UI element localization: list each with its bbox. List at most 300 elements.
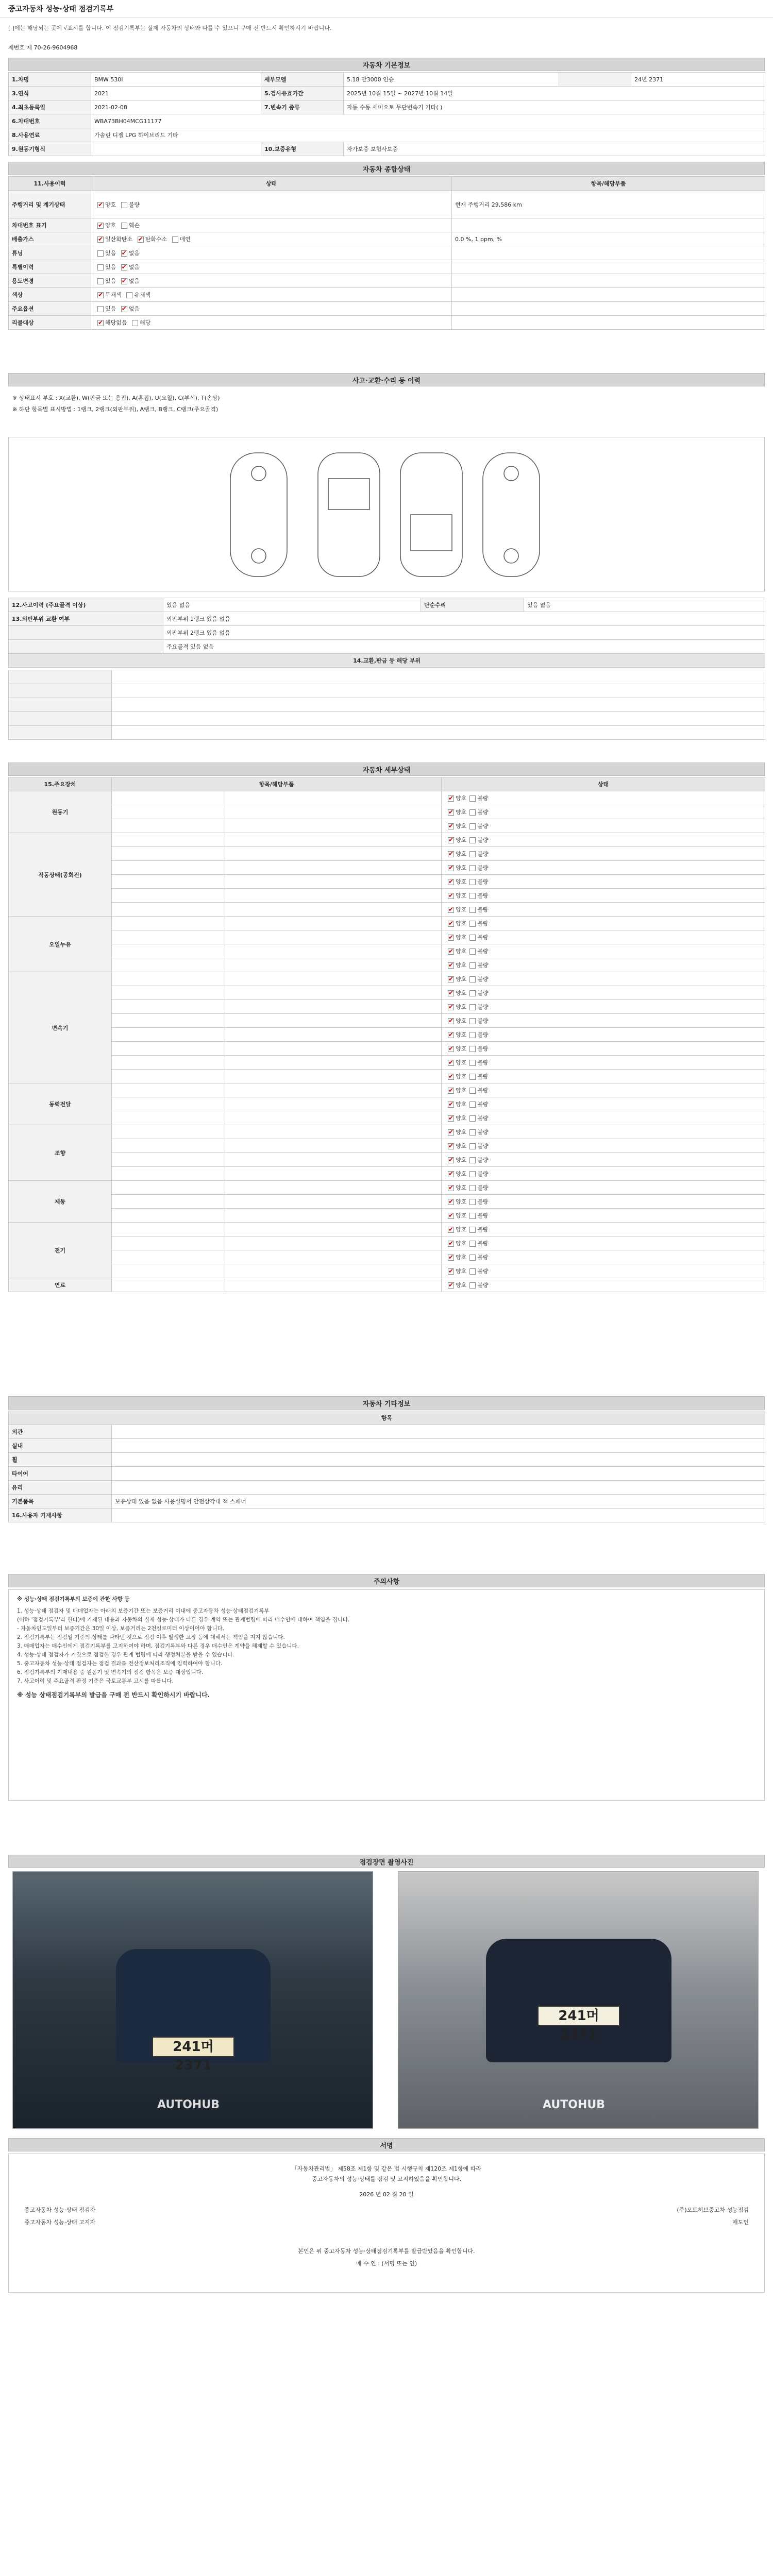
detail-state bbox=[442, 917, 765, 930]
accident-value: 외판부위 1랭크 있음 없음 bbox=[163, 612, 765, 626]
detail-sub-item bbox=[112, 833, 225, 847]
state-label: 불량 bbox=[477, 878, 489, 885]
state-label: 양호 bbox=[456, 865, 467, 871]
accident-value: 있음 없음 bbox=[163, 598, 421, 612]
state-label: 불량 bbox=[477, 948, 489, 955]
etc-row-value: 보유상태 있음 없음 사용설명서 안전삼각대 잭 스패너 bbox=[112, 1495, 765, 1509]
state-label: 불량 bbox=[477, 1129, 489, 1136]
state-label: 양호 bbox=[456, 1031, 467, 1038]
general-row-state: ✔ 해당없음 해당 bbox=[91, 316, 452, 330]
checkbox[interactable] bbox=[448, 1241, 454, 1247]
detail-head-state: 상태 bbox=[442, 777, 765, 791]
detail-item bbox=[225, 1042, 442, 1056]
checkbox[interactable] bbox=[469, 1268, 476, 1275]
general-row-label: 차대번호 표기 bbox=[9, 218, 91, 232]
state-label: 양호 bbox=[456, 1282, 467, 1289]
checkbox[interactable] bbox=[121, 306, 127, 312]
label-car-name: 1.차명 bbox=[9, 73, 91, 87]
checkbox[interactable] bbox=[469, 1255, 476, 1261]
general-row-state: ✔ 일산화탄소 ✔탄화수소 매연 bbox=[91, 232, 452, 246]
checkbox[interactable] bbox=[448, 1101, 454, 1108]
general-row-label: 특별이력 bbox=[9, 260, 91, 274]
state-label: 양호 bbox=[456, 1171, 467, 1177]
detail-state bbox=[442, 875, 765, 889]
checkbox[interactable] bbox=[448, 865, 454, 871]
label-year: 3.연식 bbox=[9, 87, 91, 100]
state-label: 불량 bbox=[477, 823, 489, 829]
detail-sub-item bbox=[112, 1000, 225, 1014]
checkbox[interactable] bbox=[469, 851, 476, 857]
parts-values bbox=[112, 684, 765, 698]
detail-sub-item bbox=[112, 1153, 225, 1167]
etc-row-label: 유리 bbox=[9, 1481, 112, 1495]
basic-table bbox=[8, 72, 765, 156]
checkbox[interactable] bbox=[469, 1088, 476, 1094]
detail-state bbox=[442, 1070, 765, 1083]
detail-device-label: 제동 bbox=[9, 1181, 112, 1223]
detail-item bbox=[225, 791, 442, 805]
checkbox[interactable] bbox=[469, 823, 476, 829]
checkbox[interactable] bbox=[469, 837, 476, 843]
state-label: 불량 bbox=[477, 976, 489, 982]
detail-state bbox=[442, 1125, 765, 1139]
detail-head-device: 15.주요장치 bbox=[9, 777, 112, 791]
checkbox[interactable] bbox=[97, 320, 104, 326]
checkbox[interactable] bbox=[469, 976, 476, 982]
detail-item bbox=[225, 944, 442, 958]
state-label: 양호 bbox=[456, 809, 467, 816]
checkbox[interactable] bbox=[97, 292, 104, 298]
detail-item bbox=[225, 1000, 442, 1014]
checkbox[interactable] bbox=[469, 962, 476, 969]
license-plate-rear: 241머 2371 bbox=[537, 2006, 620, 2026]
caution-title: ※ 성능·상태 점검기록부의 보증에 관한 사항 등 bbox=[17, 1596, 130, 1602]
checkbox[interactable] bbox=[469, 1101, 476, 1108]
checkbox[interactable] bbox=[469, 893, 476, 899]
detail-state bbox=[442, 1028, 765, 1042]
general-row-state: ✔ 양호 불량 bbox=[91, 191, 452, 218]
state-label: 불량 bbox=[477, 851, 489, 857]
detail-state bbox=[442, 1097, 765, 1111]
parts-rank bbox=[9, 670, 112, 684]
general-row-parts bbox=[452, 288, 765, 302]
checkbox[interactable] bbox=[448, 962, 454, 969]
label-plate bbox=[559, 73, 631, 87]
etc-row-label: 기본품목 bbox=[9, 1495, 112, 1509]
section-accident: 사고·교환·수리 등 이력 bbox=[8, 373, 765, 386]
sign-text-2: 중고자동차의 성능·상태를 점검 및 고지하였음을 확인합니다. bbox=[311, 2176, 462, 2182]
checkbox[interactable] bbox=[121, 264, 127, 270]
detail-sub-item bbox=[112, 805, 225, 819]
label-fuel: 8.사용연료 bbox=[9, 128, 91, 142]
accident-legend-2: ※ 하단 항목별 표시방법 : 1랭크, 2랭크(외판부위), A랭크, B랭크, C랭크(주요골격) bbox=[12, 406, 219, 413]
detail-state bbox=[442, 1014, 765, 1028]
mileage-value: 현재 주행거리 29,586 km bbox=[452, 191, 765, 218]
detail-item bbox=[225, 1167, 442, 1181]
checkbox[interactable] bbox=[97, 264, 104, 270]
state-label: 양호 bbox=[456, 1143, 467, 1149]
checkbox[interactable] bbox=[469, 809, 476, 816]
checkbox[interactable] bbox=[469, 1199, 476, 1205]
checkbox[interactable] bbox=[97, 202, 104, 208]
checkbox[interactable] bbox=[469, 1046, 476, 1052]
checkbox[interactable] bbox=[448, 1282, 454, 1289]
etc-row-value bbox=[112, 1425, 765, 1439]
state-label: 양호 bbox=[456, 934, 467, 941]
detail-state bbox=[442, 1209, 765, 1223]
detail-sub-item bbox=[112, 847, 225, 861]
state-label: 불량 bbox=[477, 1282, 489, 1289]
checkbox[interactable] bbox=[448, 1255, 454, 1261]
checkbox[interactable] bbox=[469, 948, 476, 955]
detail-sub-item bbox=[112, 972, 225, 986]
parts-values bbox=[112, 698, 765, 712]
checkbox[interactable] bbox=[469, 865, 476, 871]
checkbox[interactable] bbox=[469, 1032, 476, 1038]
general-head-state: 상태 bbox=[91, 177, 452, 191]
checkbox[interactable] bbox=[448, 1213, 454, 1219]
checkbox[interactable] bbox=[448, 907, 454, 913]
detail-state bbox=[442, 930, 765, 944]
detail-state bbox=[442, 1278, 765, 1292]
state-label: 불량 bbox=[477, 1004, 489, 1010]
state-label: 불량 bbox=[477, 1184, 489, 1191]
state-label: 불량 bbox=[477, 892, 489, 899]
etc-row-label: 실내 bbox=[9, 1439, 112, 1453]
checkbox[interactable] bbox=[469, 1004, 476, 1010]
section-general: 자동차 종합상태 bbox=[8, 162, 765, 175]
detail-item bbox=[225, 1250, 442, 1264]
state-label: 불량 bbox=[477, 837, 489, 843]
checkbox[interactable] bbox=[138, 236, 144, 243]
photo-front bbox=[12, 1871, 373, 2129]
checkbox[interactable] bbox=[97, 236, 104, 243]
state-label: 불량 bbox=[477, 906, 489, 913]
checkbox[interactable] bbox=[448, 948, 454, 955]
state-label: 양호 bbox=[456, 948, 467, 955]
checkbox[interactable] bbox=[469, 1241, 476, 1247]
accident-value: 외판부위 2랭크 있음 없음 bbox=[163, 626, 765, 640]
checkbox[interactable] bbox=[448, 1004, 454, 1010]
state-label: 양호 bbox=[456, 892, 467, 899]
general-row-state: 있음 ✔없음 bbox=[91, 260, 452, 274]
detail-item bbox=[225, 805, 442, 819]
state-label: 불량 bbox=[477, 1059, 489, 1066]
detail-sub-item bbox=[112, 944, 225, 958]
caution-line: 6. 점검기록부의 기재내용 중 원동기 및 변속기의 점검 항목은 보증 대상입니다. bbox=[17, 1669, 204, 1675]
checkbox[interactable] bbox=[448, 837, 454, 843]
state-label: 불량 bbox=[477, 1226, 489, 1233]
state-label: 양호 bbox=[456, 1073, 467, 1080]
state-label: 불량 bbox=[477, 1268, 489, 1275]
general-row-parts bbox=[452, 246, 765, 260]
checkbox[interactable] bbox=[469, 907, 476, 913]
sign-text-1: 「자동차관리법」 제58조 제1항 및 같은 법 시행규칙 제120조 제1항에 따라 bbox=[291, 2165, 482, 2172]
state-label: 불량 bbox=[477, 962, 489, 969]
state-label: 양호 bbox=[456, 1184, 467, 1191]
label-model: 세부모델 bbox=[261, 73, 344, 87]
checkbox[interactable] bbox=[469, 1018, 476, 1024]
detail-state bbox=[442, 1042, 765, 1056]
checkbox[interactable] bbox=[97, 306, 104, 312]
section-basic: 자동차 기본정보 bbox=[8, 58, 765, 71]
detail-state bbox=[442, 1056, 765, 1070]
accident-parts-table bbox=[8, 670, 765, 740]
detail-item bbox=[225, 972, 442, 986]
state-label: 불량 bbox=[477, 1045, 489, 1052]
state-label: 불량 bbox=[477, 809, 489, 816]
detail-item bbox=[225, 819, 442, 833]
state-label: 불량 bbox=[477, 1143, 489, 1149]
car-right-side bbox=[483, 453, 540, 577]
checkbox[interactable] bbox=[448, 1060, 454, 1066]
checkbox[interactable] bbox=[469, 795, 476, 802]
checkbox[interactable] bbox=[448, 1227, 454, 1233]
caution-line: (이하 '점검기록부'라 한다)에 기재된 내용과 자동차의 실제 성능·상태가 다른 경우 계약 또는 관계법령에 따라 매수인에 대하여 책임을 집니다. bbox=[17, 1617, 350, 1623]
checkbox[interactable] bbox=[448, 823, 454, 829]
general-row-label: 주요옵션 bbox=[9, 302, 91, 316]
section-detail: 자동차 세부상태 bbox=[8, 762, 765, 776]
state-label: 양호 bbox=[456, 795, 467, 802]
checkbox[interactable] bbox=[448, 921, 454, 927]
detail-sub-item bbox=[112, 1056, 225, 1070]
state-label: 양호 bbox=[456, 1045, 467, 1052]
value-year: 2021 bbox=[91, 87, 261, 100]
state-label: 양호 bbox=[456, 1268, 467, 1275]
detail-item bbox=[225, 1278, 442, 1292]
detail-sub-item bbox=[112, 1014, 225, 1028]
checkbox[interactable] bbox=[469, 935, 476, 941]
checkbox[interactable] bbox=[448, 1268, 454, 1275]
page-title: 중고자동차 성능·상태 점검기록부 bbox=[0, 0, 773, 18]
detail-state bbox=[442, 958, 765, 972]
state-label: 양호 bbox=[456, 1240, 467, 1247]
detail-sub-item bbox=[112, 1264, 225, 1278]
car-rear-shape bbox=[486, 1939, 671, 2062]
detail-state bbox=[442, 1167, 765, 1181]
checkbox[interactable] bbox=[448, 1143, 454, 1149]
checkbox[interactable] bbox=[469, 1129, 476, 1136]
caution-line: 2. 점검기록부는 점검일 기준의 상태를 나타낸 것으로 점검 이후 발생한 고장 등에 대해서는 책임을 지지 않습니다. bbox=[17, 1634, 285, 1640]
checkbox[interactable] bbox=[448, 990, 454, 996]
state-label: 불량 bbox=[477, 1073, 489, 1080]
checkbox[interactable] bbox=[121, 250, 127, 257]
value-model: 5.18 만3000 인승 bbox=[344, 73, 559, 87]
checkbox[interactable] bbox=[97, 223, 104, 229]
detail-sub-item bbox=[112, 861, 225, 875]
checkbox[interactable] bbox=[469, 1115, 476, 1122]
checkbox[interactable] bbox=[469, 879, 476, 885]
label-vin: 6.차대번호 bbox=[9, 114, 91, 128]
checkbox[interactable] bbox=[469, 1171, 476, 1177]
checkbox[interactable] bbox=[448, 1115, 454, 1122]
checkbox[interactable] bbox=[448, 1018, 454, 1024]
section-sign: 서명 bbox=[8, 2138, 765, 2151]
detail-state bbox=[442, 1195, 765, 1209]
state-label: 양호 bbox=[456, 1059, 467, 1066]
detail-item bbox=[225, 889, 442, 903]
state-label: 불량 bbox=[477, 920, 489, 927]
checkbox[interactable] bbox=[121, 202, 127, 208]
checkbox[interactable] bbox=[469, 990, 476, 996]
detail-sub-item bbox=[112, 791, 225, 805]
checkbox[interactable] bbox=[469, 1213, 476, 1219]
caution-line: 1. 성능·상태 점검자 및 매매업자는 아래의 보증기간 또는 보증거리 이내에 중고자동차 성능·상태점검기록부 bbox=[17, 1608, 270, 1614]
general-row-parts bbox=[452, 302, 765, 316]
state-label: 불량 bbox=[477, 1171, 489, 1177]
checkbox[interactable] bbox=[448, 935, 454, 941]
checkbox[interactable] bbox=[448, 809, 454, 816]
state-label: 불량 bbox=[477, 795, 489, 802]
checkbox[interactable] bbox=[469, 1074, 476, 1080]
sign-box bbox=[8, 2154, 765, 2293]
detail-item bbox=[225, 847, 442, 861]
detail-item bbox=[225, 1209, 442, 1223]
checkbox[interactable] bbox=[469, 921, 476, 927]
state-label: 양호 bbox=[456, 851, 467, 857]
general-row-state: ✔ 양호 훼손 bbox=[91, 218, 452, 232]
checkbox[interactable] bbox=[448, 976, 454, 982]
state-label: 양호 bbox=[456, 1018, 467, 1024]
general-row-state: 있음 ✔없음 bbox=[91, 246, 452, 260]
gas-value: 0.0 %, 1 ppm, % bbox=[452, 232, 765, 246]
state-label: 양호 bbox=[456, 990, 467, 996]
value-plate: 24년 2371 bbox=[631, 73, 765, 87]
etc-row-label: 16.사용자 기재사항 bbox=[9, 1509, 112, 1522]
detail-head-item: 항목/해당부품 bbox=[112, 777, 442, 791]
checkbox[interactable] bbox=[448, 893, 454, 899]
detail-item bbox=[225, 930, 442, 944]
checkbox[interactable] bbox=[448, 1088, 454, 1094]
checkbox[interactable] bbox=[469, 1060, 476, 1066]
detail-sub-item bbox=[112, 1167, 225, 1181]
general-row-parts bbox=[452, 218, 765, 232]
checkbox[interactable] bbox=[448, 851, 454, 857]
detail-state bbox=[442, 1153, 765, 1167]
detail-device-label: 작동상태(공회전) bbox=[9, 833, 112, 917]
state-label: 양호 bbox=[456, 1226, 467, 1233]
checkbox[interactable] bbox=[448, 1157, 454, 1163]
checkbox[interactable] bbox=[448, 1074, 454, 1080]
general-row-state: 있음 ✔없음 bbox=[91, 302, 452, 316]
accident-value: 주요골격 있음 없음 bbox=[163, 640, 765, 654]
state-label: 양호 bbox=[456, 823, 467, 829]
checkbox[interactable] bbox=[448, 879, 454, 885]
etc-row-value bbox=[112, 1467, 765, 1481]
checkbox[interactable] bbox=[172, 236, 178, 243]
detail-sub-item bbox=[112, 1125, 225, 1139]
state-label: 불량 bbox=[477, 1018, 489, 1024]
detail-state bbox=[442, 833, 765, 847]
etc-row-value bbox=[112, 1453, 765, 1467]
state-label: 양호 bbox=[456, 1157, 467, 1163]
detail-item bbox=[225, 1153, 442, 1167]
checkbox[interactable] bbox=[469, 1227, 476, 1233]
detail-state bbox=[442, 944, 765, 958]
general-row-state: ✔ 무채색 유채색 bbox=[91, 288, 452, 302]
parts-rank bbox=[9, 684, 112, 698]
checkbox[interactable] bbox=[448, 1199, 454, 1205]
checkbox[interactable] bbox=[469, 1185, 476, 1191]
detail-item bbox=[225, 1028, 442, 1042]
caution-line: 4. 성능·상태 점검자가 거짓으로 점검한 경우 관계 법령에 따라 행정처분을 받을 수 있습니다. bbox=[17, 1652, 234, 1658]
detail-sub-item bbox=[112, 1195, 225, 1209]
accident-label: 12.사고이력 (주요골격 이상) bbox=[9, 598, 163, 612]
detail-state bbox=[442, 1181, 765, 1195]
car-diagram bbox=[8, 437, 765, 591]
detail-item bbox=[225, 958, 442, 972]
checkbox[interactable] bbox=[469, 1143, 476, 1149]
state-label: 불량 bbox=[477, 1240, 489, 1247]
caution-line: - 자동차인도일부터 보증기간은 30일 이상, 보증거리는 2천킬로미터 이상이어야 합니다. bbox=[17, 1625, 225, 1632]
checkbox[interactable] bbox=[132, 320, 138, 326]
checkbox[interactable] bbox=[97, 250, 104, 257]
checkbox[interactable] bbox=[448, 1032, 454, 1038]
caution-line: 3. 매매업자는 매수인에게 점검기록부를 고지하여야 하며, 점검기록부와 다른 경우 매수인은 계약을 해제할 수 있습니다. bbox=[17, 1643, 299, 1649]
simple-repair-label: 단순수리 bbox=[421, 598, 524, 612]
detail-item bbox=[225, 875, 442, 889]
detail-sub-item bbox=[112, 1097, 225, 1111]
general-row-parts bbox=[452, 260, 765, 274]
section-etc: 자동차 기타정보 bbox=[8, 1396, 765, 1410]
checkbox[interactable] bbox=[469, 1282, 476, 1289]
detail-state bbox=[442, 1139, 765, 1153]
general-row-label: 리콜대상 bbox=[9, 316, 91, 330]
detail-state bbox=[442, 1250, 765, 1264]
detail-state bbox=[442, 986, 765, 1000]
detail-item bbox=[225, 1264, 442, 1278]
detail-item bbox=[225, 1139, 442, 1153]
state-label: 불량 bbox=[477, 1101, 489, 1108]
detail-state bbox=[442, 1223, 765, 1236]
checkbox[interactable] bbox=[121, 223, 127, 229]
general-row-parts bbox=[452, 316, 765, 330]
detail-sub-item bbox=[112, 1278, 225, 1292]
inspector-value: (주)오토허브중고차 성능점검 bbox=[677, 2207, 749, 2213]
value-engine-type bbox=[91, 142, 261, 156]
detail-item bbox=[225, 917, 442, 930]
label-inspection: 5.검사유효기간 bbox=[261, 87, 344, 100]
etc-row-value bbox=[112, 1509, 765, 1522]
state-label: 불량 bbox=[477, 1212, 489, 1219]
checkbox[interactable] bbox=[448, 795, 454, 802]
state-label: 불량 bbox=[477, 1087, 489, 1094]
state-label: 양호 bbox=[456, 1254, 467, 1261]
accident-table bbox=[8, 598, 765, 668]
detail-sub-item bbox=[112, 1139, 225, 1153]
general-row-label: 색상 bbox=[9, 288, 91, 302]
checkbox[interactable] bbox=[448, 1185, 454, 1191]
state-label: 불량 bbox=[477, 934, 489, 941]
detail-state bbox=[442, 1264, 765, 1278]
checkbox[interactable] bbox=[448, 1171, 454, 1177]
car-outline-svg bbox=[9, 437, 764, 591]
buyer-confirm: 본인은 위 중고자동차 성능·상태점검기록부를 발급받았음을 확인합니다. bbox=[298, 2248, 475, 2255]
checkbox[interactable] bbox=[126, 292, 132, 298]
checkbox[interactable] bbox=[469, 1157, 476, 1163]
detail-device-label: 연료 bbox=[9, 1278, 112, 1292]
state-label: 양호 bbox=[456, 962, 467, 969]
general-row-state: 있음 ✔없음 bbox=[91, 274, 452, 288]
checkbox[interactable] bbox=[448, 1129, 454, 1136]
state-label: 양호 bbox=[456, 906, 467, 913]
checkbox[interactable] bbox=[97, 278, 104, 284]
checkbox[interactable] bbox=[448, 1046, 454, 1052]
detail-state bbox=[442, 861, 765, 875]
checkbox[interactable] bbox=[121, 278, 127, 284]
value-vin: WBA73BH04MCG11177 bbox=[91, 114, 765, 128]
accident-label: 13.외판부위 교환 여부 bbox=[9, 612, 163, 626]
